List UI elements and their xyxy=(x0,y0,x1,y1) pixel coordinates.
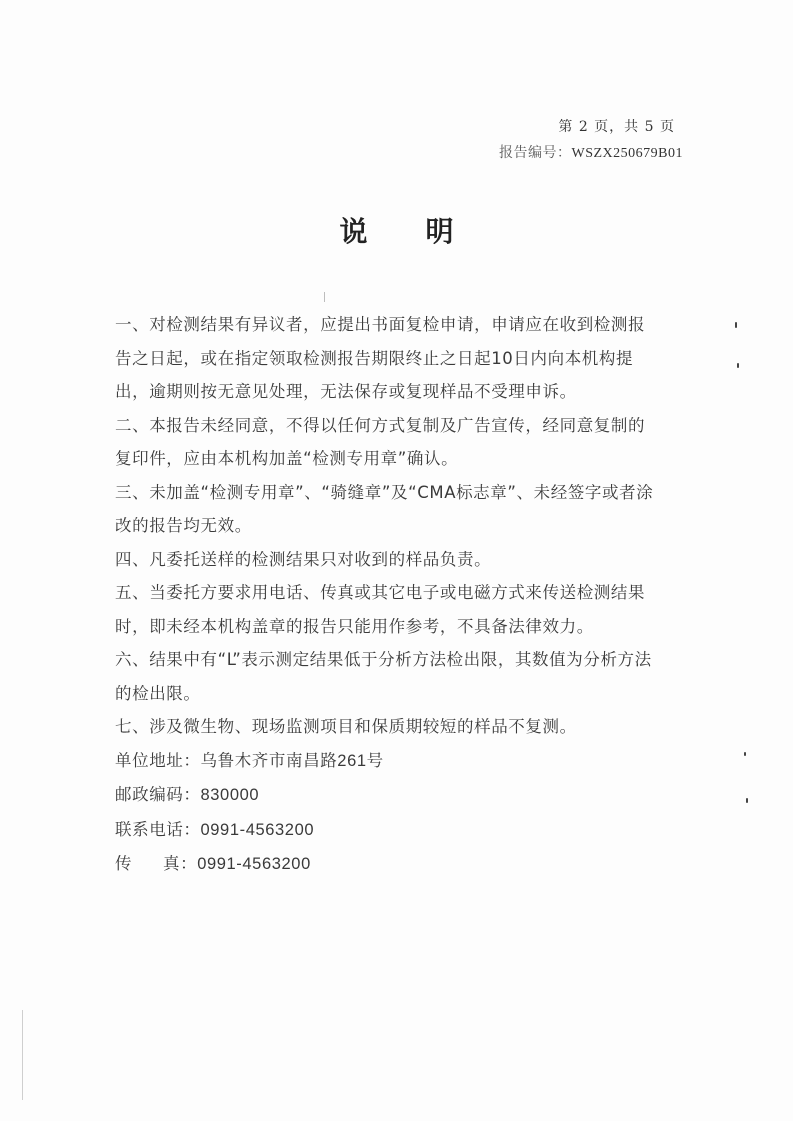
report-number xyxy=(499,142,683,162)
scan-speck xyxy=(744,752,746,756)
fax-value: 0991-4563200 xyxy=(197,855,311,873)
postcode-value: 830000 xyxy=(200,786,260,804)
clause-2: 二、本报告未经同意，不得以任何方式复制及广告宣传，经同意复制的复印件，应由本机构加盖“检测专用章”确认。 xyxy=(115,415,646,468)
clause-7: 七、涉及微生物、现场监测项目和保质期较短的样品不复测。 xyxy=(115,717,577,736)
postcode-row xyxy=(115,778,655,813)
address-row xyxy=(115,744,655,779)
address-value: 乌鲁木齐市南昌路261号 xyxy=(200,751,384,770)
phone-row xyxy=(115,813,655,848)
clause-1: 一、对检测结果有异议者，应提出书面复检申请，申请应在收到检测报告之日起，或在指定领取检测报告期限终止之日起10日内向本机构提出，逾期则按无意见处理，无法保存或复现样品不受理申诉。 xyxy=(115,315,646,401)
clause-5: 五、当委托方要求用电话、传真或其它电子或电磁方式来传送检测结果时，即未经本机构盖章的报告只能用作参考，不具备法律效力。 xyxy=(115,583,646,636)
fax-label-part1: 传 xyxy=(115,854,133,873)
clause-3: 三、未加盖“检测专用章”、“骑缝章”及“CMA标志章”、未经签字或者涂改的报告均无效。 xyxy=(115,482,654,535)
scan-speck xyxy=(735,322,737,328)
fax-row xyxy=(115,847,655,882)
document-body xyxy=(115,308,655,882)
scan-edge-line xyxy=(324,292,325,302)
postcode-label: 邮政编码： xyxy=(115,785,201,804)
scan-edge-line xyxy=(22,1010,23,1100)
phone-label: 联系电话： xyxy=(115,819,201,839)
scan-speck xyxy=(737,363,739,368)
clause-4: 四、凡委托送样的检测结果只对收到的样品负责。 xyxy=(115,549,492,569)
phone-value: 0991-4563200 xyxy=(200,820,315,839)
scan-speck xyxy=(746,798,748,803)
report-number-value: WSZX250679B01 xyxy=(571,146,683,161)
page-number: 第 2 页，共 5 页 xyxy=(558,119,675,135)
address-label: 单位地址： xyxy=(115,750,201,770)
clause-6: 六、结果中有“L”表示测定结果低于分析方法检出限，其数值为分析方法的检出限。 xyxy=(115,650,652,703)
document-title: 说明 xyxy=(339,215,512,248)
report-number-label: 报告编号： xyxy=(499,145,572,161)
fax-label-part2: 真： xyxy=(163,854,198,873)
